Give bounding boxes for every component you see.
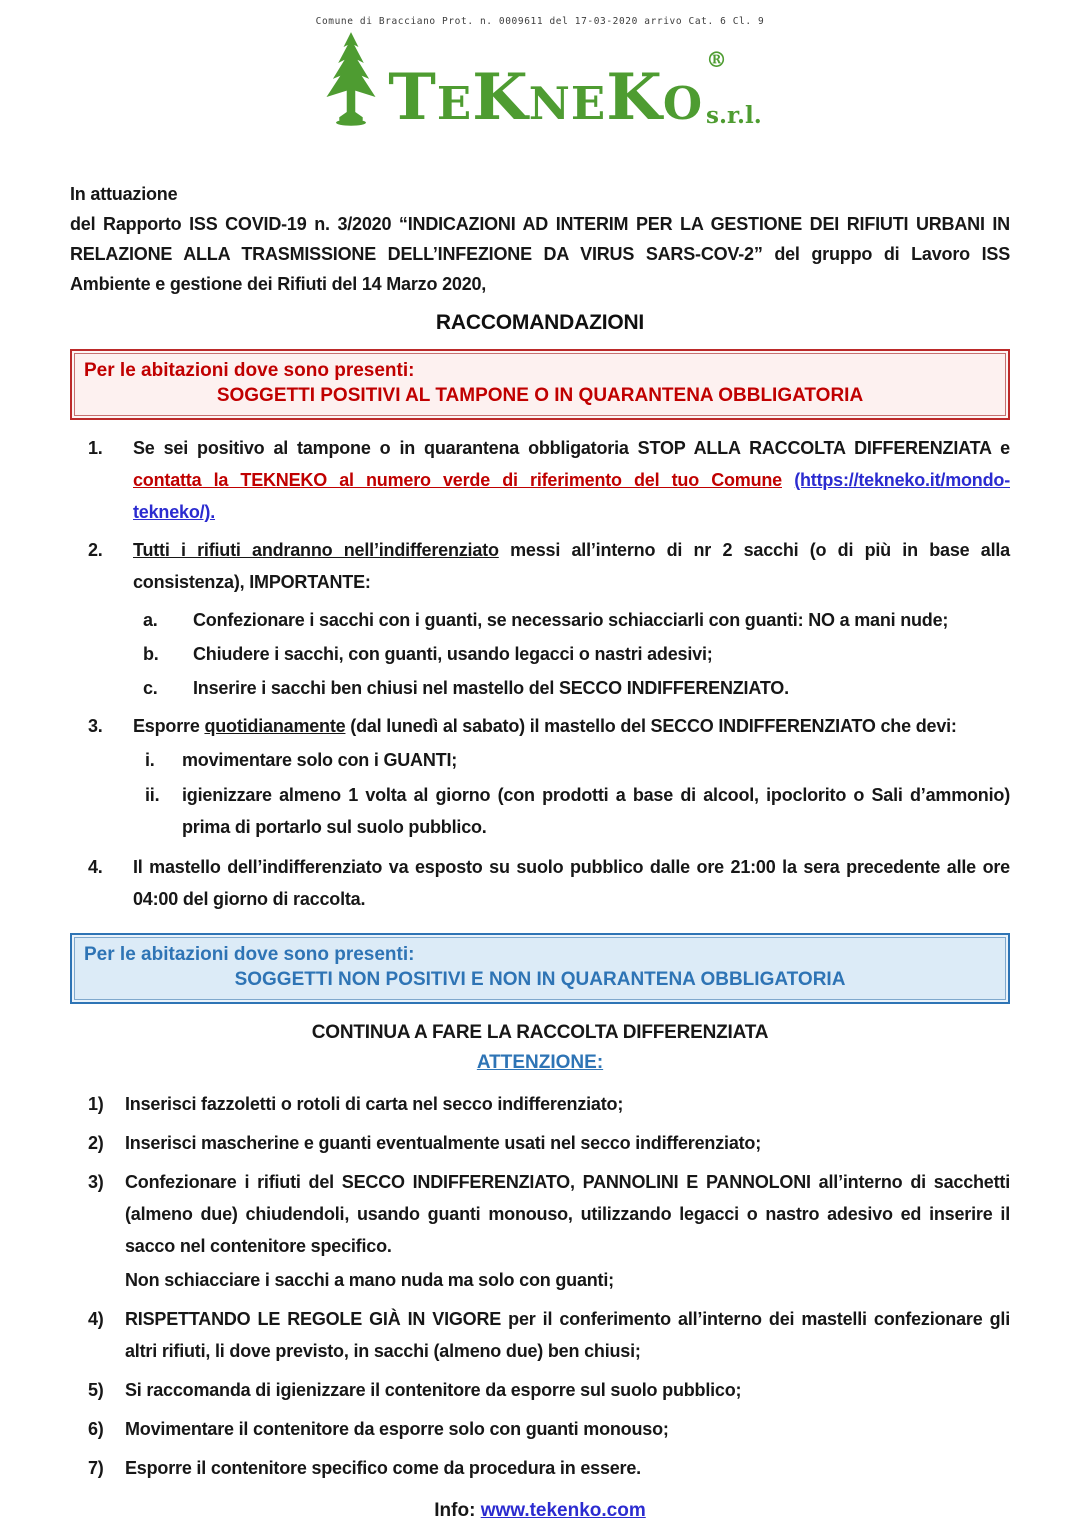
pine-tree-icon	[318, 31, 384, 129]
item-text: igienizzare almeno 1 volta al giorno (con prodotti a base di alcool, ipoclorito o Sali d’ammonio) prima di portarlo sul suolo pubblico.	[182, 784, 1010, 837]
item-text: RISPETTANDO LE REGOLE GIÀ IN VIGORE per il conferimento all’interno dei mastelli confezionare gli altri rifiuti, li dove previsto, in sacchi (almeno due) ben chiusi;	[125, 1308, 1010, 1361]
sub-list-item	[70, 744, 1010, 776]
item-number: 2.	[88, 540, 103, 561]
alert-box-positive	[70, 349, 1010, 420]
item-number: ii.	[145, 784, 160, 805]
item-number: c.	[143, 678, 158, 699]
item-text: Si raccomanda di igienizzare il contenitore da esporre sul suolo pubblico;	[125, 1379, 742, 1400]
item-extra-paragraph: Non schiacciare i sacchi a mano nuda ma solo con guanti;	[125, 1269, 614, 1290]
list-item	[70, 1088, 1010, 1120]
info-label: Info:	[434, 1499, 476, 1521]
list-item	[70, 1303, 1010, 1367]
item-text: Chiudere i sacchi, con guanti, usando legacci o nastri adesivi;	[193, 644, 713, 665]
intro-line1: In attuazione	[70, 184, 178, 204]
recommendation-list-positive	[70, 432, 1010, 914]
item-number: 4)	[88, 1308, 104, 1329]
item-number: 3)	[88, 1171, 104, 1192]
item-text: Confezionare i sacchi con i guanti, se necessario schiacciarli con guanti: NO a mani nude;	[193, 610, 949, 631]
item-text-underlined: quotidianamente	[204, 716, 346, 737]
website-link[interactable]: www.tekenko.com	[480, 1499, 646, 1521]
tekneko-url-link[interactable]: (https://tekneko.it/mondo-tekneko/).	[133, 470, 1010, 523]
alert-box-negative-line2: SOGGETTI NON POSITIVI E NON IN QUARANTENA OBBLIGATORIA	[234, 968, 846, 990]
item-number: 5)	[88, 1379, 104, 1400]
document-title: RACCOMANDAZIONI	[435, 311, 645, 335]
item-number: 1)	[88, 1093, 104, 1114]
item-text: Inserire i sacchi ben chiusi nel mastello del SECCO INDIFFERENZIATO.	[193, 678, 789, 699]
item-number: 7)	[88, 1457, 104, 1478]
alert-box-negative	[70, 933, 1010, 1004]
item-text: Se sei positivo al tampone o in quarantena obbligatoria STOP ALLA RACCOLTA DIFFERENZIATA e	[133, 438, 1010, 459]
item-text: Inserisci mascherine e guanti eventualmente usati nel secco indifferenziato;	[125, 1132, 762, 1153]
list-item	[70, 534, 1010, 598]
item-text: Inserisci fazzoletti o rotoli di carta nel secco indifferenziato;	[125, 1093, 624, 1114]
list-item	[70, 1127, 1010, 1159]
item-number: 3.	[88, 716, 103, 737]
item-number: 4.	[88, 856, 103, 877]
list-item	[70, 1452, 1010, 1484]
item-text: movimentare solo con i GUANTI;	[182, 750, 458, 771]
footer-info	[70, 1500, 1010, 1522]
alert-box-negative-line1: Per le abitazioni dove sono presenti:	[84, 943, 415, 965]
sub-list-item	[70, 638, 1010, 670]
logo-suffix	[706, 49, 762, 129]
tekneko-logo	[70, 29, 1010, 136]
attention-heading: ATTENZIONE:	[476, 1051, 604, 1073]
protocol-stamp: Comune di Bracciano Prot. n. 0009611 del 17-03-2020 arrivo Cat. 6 Cl. 9	[315, 16, 765, 27]
item-text-underlined: Tutti i rifiuti andranno nell’indifferenziato	[133, 540, 499, 561]
alert-box-positive-line2: SOGGETTI POSITIVI AL TAMPONE O IN QUARANTENA OBBLIGATORIA	[216, 385, 864, 407]
item-number: 6)	[88, 1418, 104, 1439]
recommendation-list-negative	[70, 1088, 1010, 1484]
list-item	[70, 1374, 1010, 1406]
sub-list-item	[70, 779, 1010, 843]
alert-box-positive-line1: Per le abitazioni dove sono presenti:	[84, 360, 415, 382]
continue-recycling-subtitle: CONTINUA A FARE LA RACCOLTA DIFFERENZIATA	[311, 1021, 769, 1043]
brand-wordmark: TeKneKo	[388, 60, 704, 136]
item-text: Confezionare i rifiuti del SECCO INDIFFERENZIATO, PANNOLINI E PANNOLONI all’interno di sacchetti (almeno due) chiudendoli, usando guanti monouso, utilizzando legacci o nastro adesivo ed inserire il sacco nel contenitore specifico.	[125, 1171, 1010, 1256]
item-text: Esporre il contenitore specifico come da procedura in essere.	[125, 1457, 641, 1478]
list-item	[70, 432, 1010, 528]
list-item	[70, 1166, 1010, 1296]
item-text: (dal lunedì al sabato) il mastello del SECCO INDIFFERENZIATO che devi:	[350, 716, 957, 737]
item-text: Esporre	[133, 716, 200, 737]
list-item	[70, 1413, 1010, 1445]
item-number: b.	[143, 644, 159, 665]
item-text: messi all’interno di nr 2 sacchi (o di più in base alla consistenza), IMPORTANTE:	[133, 540, 1010, 593]
item-number: a.	[143, 610, 158, 631]
list-item	[70, 710, 1010, 742]
list-item	[70, 851, 1010, 915]
item-text: Movimentare il contenitore da esporre solo con guanti monouso;	[125, 1418, 669, 1439]
item-number: 2)	[88, 1132, 104, 1153]
registered-trademark-icon: ®	[706, 47, 728, 72]
sub-list-item	[70, 604, 1010, 636]
sub-list-item	[70, 672, 1010, 704]
item-number: i.	[145, 750, 155, 771]
item-number: 1.	[88, 438, 103, 459]
intro-body: del Rapporto ISS COVID-19 n. 3/2020 “INDICAZIONI AD INTERIM PER LA GESTIONE DEI RIFIUTI URBANI IN RELAZIONE ALLA TRASMISSIONE DELL’INFEZIONE DA VIRUS SARS-COV-2” del gruppo di Lavoro ISS Ambiente e gestione dei Rifiuti del 14 Marzo 2020,	[70, 214, 1010, 295]
company-suffix: s.r.l.	[706, 102, 762, 129]
item-text: Il mastello dell’indifferenziato va esposto su suolo pubblico dalle ore 21:00 la sera precedente alle ore 04:00 del giorno di raccolta.	[133, 856, 1010, 909]
tekneko-contact-emphasis: contatta la TEKNEKO al numero verde di riferimento del tuo Comune	[133, 470, 782, 491]
intro-paragraph	[70, 179, 1010, 299]
